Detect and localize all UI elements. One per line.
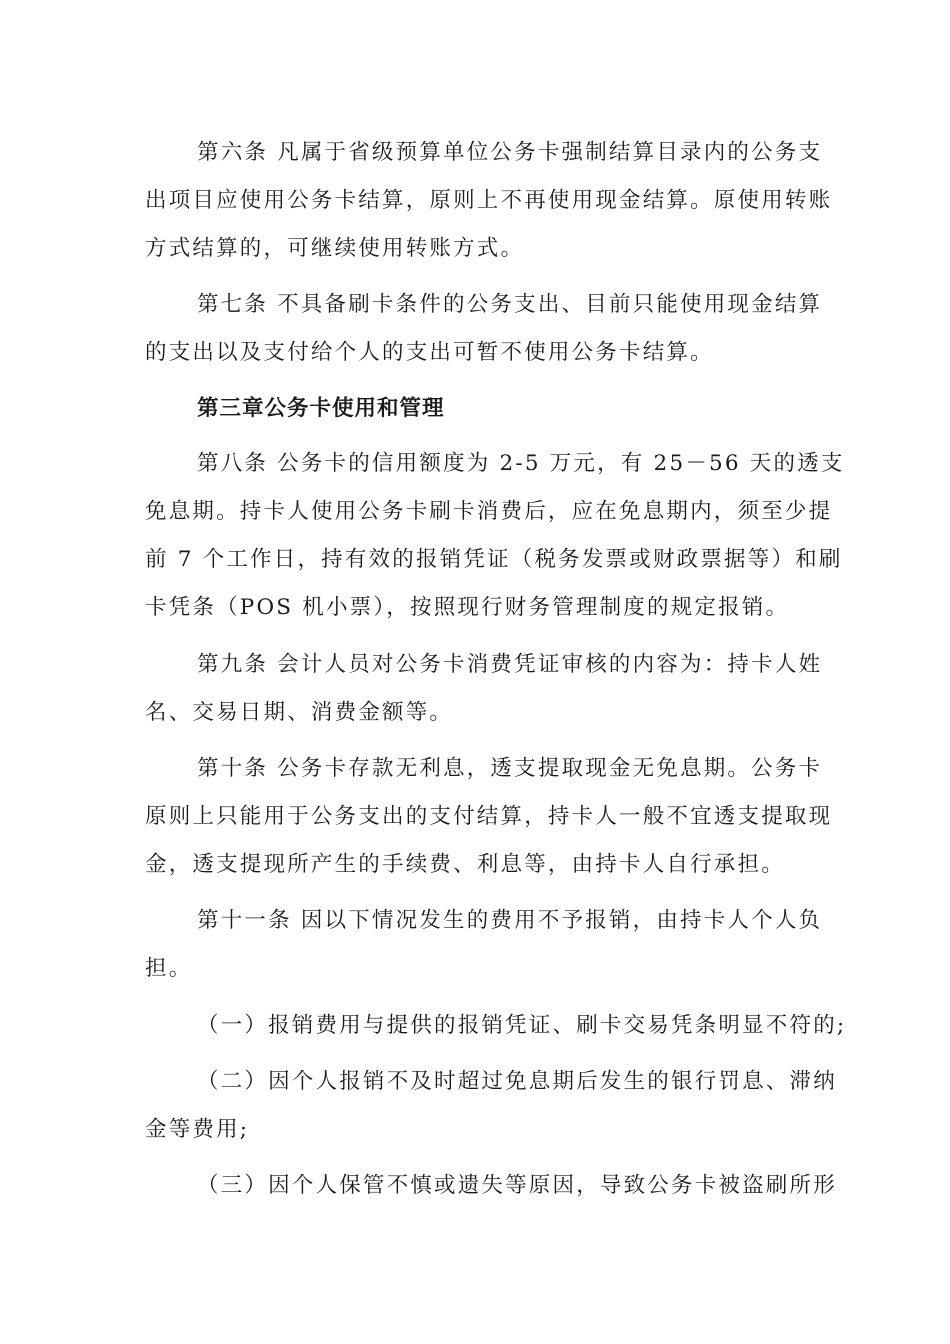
article-8-line-1: 第八条 公务卡的信用额度为 2-5 万元，有 25－56 天的透支 [197,451,845,476]
article-7-line-2: 的支出以及支付给个人的支出可暂不使用公务卡结算。 [145,340,714,365]
clause-2-line-1: （二）因个人报销不及时超过免息期后发生的银行罚息、滞纳 [197,1069,837,1094]
article-8-line-2: 免息期。持卡人使用公务卡刷卡消费后，应在免息期内，须至少提 [145,499,833,524]
clause-3-line-1: （三）因个人保管不慎或遗失等原因，导致公务卡被盗刷所形 [197,1173,837,1198]
article-11-line-2: 担。 [145,956,193,981]
article-6-line-3: 方式结算的，可继续使用转账方式。 [145,236,525,261]
article-6-line-2: 出项目应使用公务卡结算，原则上不再使用现金结算。原使用转账 [145,188,833,213]
chapter-3-heading: 第三章公务卡使用和管理 [197,396,445,421]
clause-2-line-2: 金等费用; [145,1117,250,1142]
article-10-line-3: 金，透支提现所产生的手续费、利息等，由持卡人自行承担。 [145,852,785,877]
article-8-line-3: 前 7 个工作日，持有效的报销凭证（税务发票或财政票据等）和刷 [145,547,843,572]
article-10-line-2: 原则上只能用于公务支出的支付结算，持卡人一般不宜透支提取现 [145,804,833,829]
article-7-line-1: 第七条 不具备刷卡条件的公务支出、目前只能使用现金结算 [197,292,823,317]
article-6-line-1: 第六条 凡属于省级预算单位公务卡强制结算目录内的公务支 [197,140,823,165]
article-10-line-1: 第十条 公务卡存款无利息，透支提取现金无免息期。公务卡 [197,756,823,781]
article-9-line-1: 第九条 会计人员对公务卡消费凭证审核的内容为：持卡人姓 [197,652,823,677]
article-11-line-1: 第十一条 因以下情况发生的费用不予报销，由持卡人个人负 [197,908,823,933]
article-9-line-2: 名、交易日期、消费金额等。 [145,700,454,725]
clause-1-line-1: （一）报销费用与提供的报销凭证、刷卡交易凭条明显不符的; [197,1013,847,1038]
article-8-line-4: 卡凭条（POS 机小票），按照现行财务管理制度的规定报销。 [145,595,790,620]
